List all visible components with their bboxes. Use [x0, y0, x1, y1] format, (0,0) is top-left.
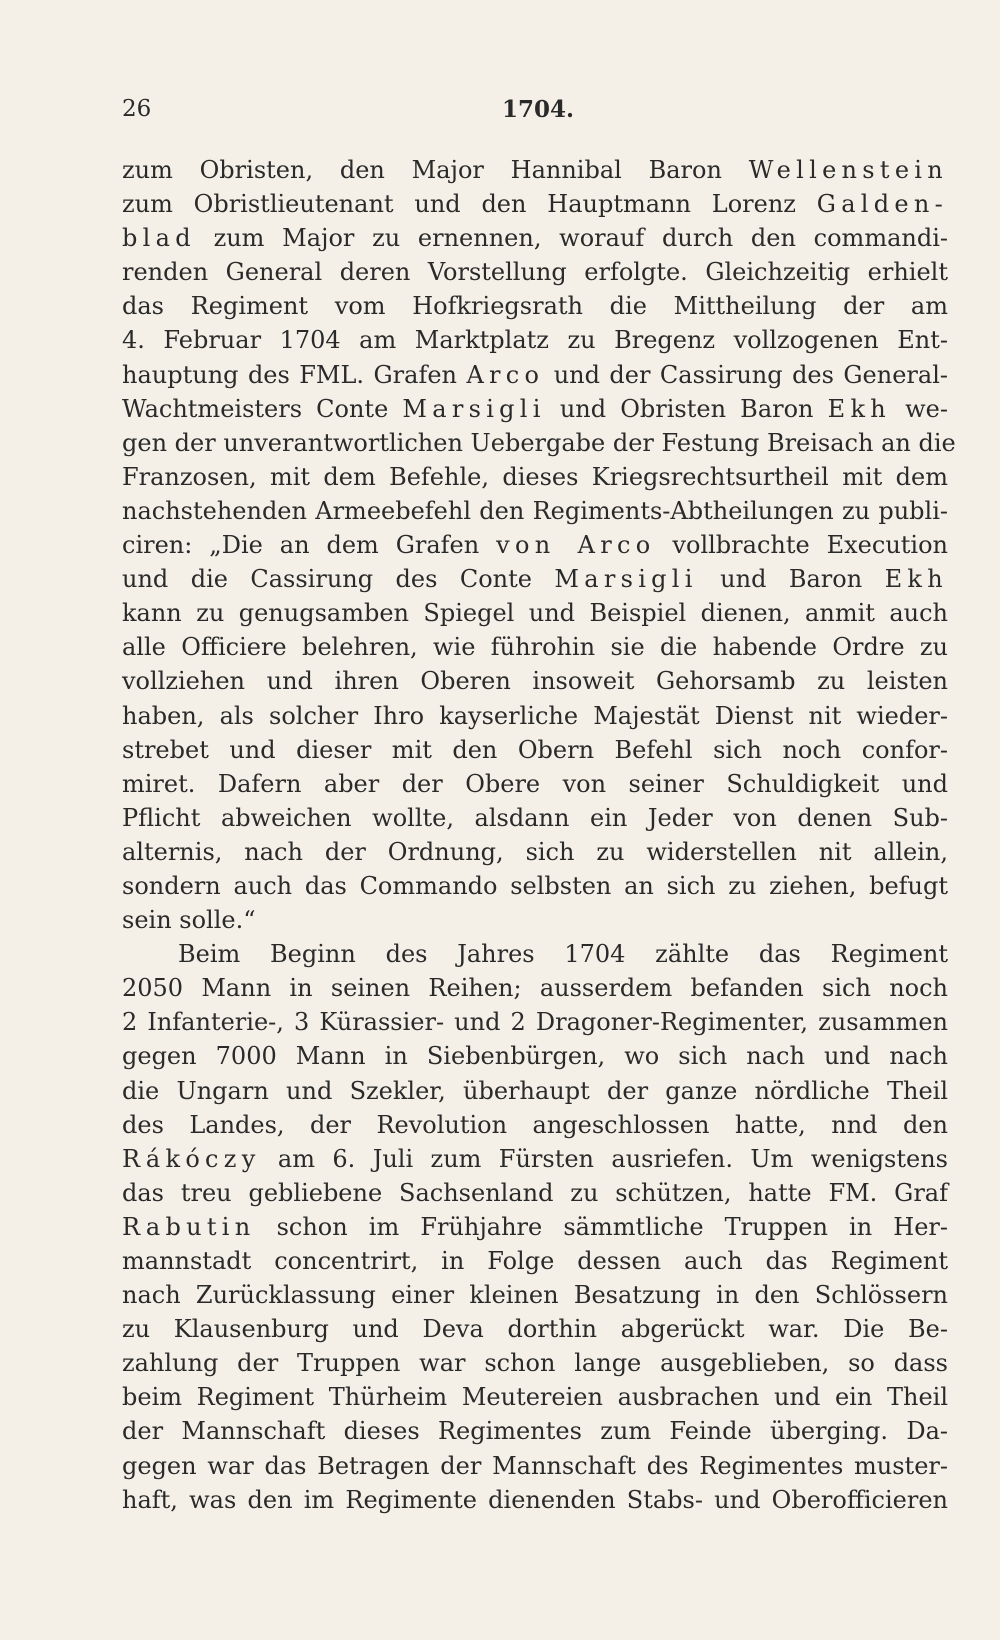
text-line — [122, 1414, 948, 1448]
spaced-name: Wellenstein — [748, 156, 948, 184]
spaced-name: Rabutin — [122, 1212, 256, 1241]
page-header — [122, 96, 948, 132]
text-segment: schon im Frühjahre sämmtliche Truppen in Her- — [255, 1212, 948, 1241]
text-segment: 2050 Mann in seinen Reihen; ausserdem befanden sich noch — [122, 974, 948, 1003]
spaced-name: Ekh — [827, 394, 892, 423]
text-line — [122, 1346, 948, 1380]
text-line — [122, 323, 948, 357]
text-segment: zahlung der Truppen war schon lange ausgeblieben, so dass — [122, 1349, 948, 1378]
text-line — [122, 460, 948, 494]
text-line — [122, 630, 948, 664]
text-line — [122, 1005, 948, 1039]
text-line — [122, 937, 948, 971]
text-line — [122, 1074, 948, 1108]
spaced-name: von Arco — [496, 531, 656, 560]
text-segment: zu Klausenburg und Deva dorthin abgerückt war. Die Be- — [122, 1315, 948, 1344]
text-segment: und die Cassirung des Conte — [122, 565, 555, 594]
text-segment: und Obristen Baron — [545, 394, 828, 423]
text-line — [122, 767, 948, 801]
text-segment: beim Regiment Thürheim Meutereien ausbrachen und ein Theil — [122, 1383, 948, 1412]
body-text — [122, 153, 956, 1517]
text-line — [122, 1210, 948, 1244]
text-segment: sein solle.“ — [122, 906, 256, 935]
spaced-name: Rákóczy — [122, 1144, 261, 1173]
spaced-name: Marsigli — [554, 565, 698, 594]
spaced-name: Galden- — [816, 190, 948, 219]
text-segment: alternis, nach der Ordnung, sich zu widerstellen nit allein, — [122, 837, 948, 866]
text-line — [122, 1380, 948, 1414]
text-segment: zum Obristen, den Major Hannibal Baron — [122, 156, 749, 184]
text-line — [122, 1312, 948, 1346]
text-segment: der Mannschaft dieses Regimentes zum Feinde überging. Da- — [122, 1417, 948, 1446]
text-segment: zum Obristlieutenant und den Hauptmann Lorenz — [122, 190, 817, 219]
text-line — [122, 971, 948, 1005]
text-line — [122, 596, 948, 630]
text-line — [122, 1142, 948, 1176]
text-segment: 4. Februar 1704 am Marktplatz zu Bregenz vollzogenen Ent- — [122, 326, 948, 355]
text-segment: die Ungarn und Szekler, überhaupt der ganze nördliche Theil — [122, 1076, 948, 1105]
text-segment: zum Major zu ernennen, worauf durch den commandi- — [195, 224, 948, 253]
text-segment: des Landes, der Revolution angeschlossen hatte, nnd den — [122, 1110, 948, 1139]
text-line — [122, 801, 948, 835]
text-segment: sondern auch das Commando selbsten an sich zu ziehen, befugt — [122, 871, 948, 900]
spaced-name: blad — [122, 224, 196, 253]
text-segment: kann zu genugsamben Spiegel und Beispiel dienen, anmit auch — [122, 599, 948, 628]
text-line — [122, 153, 948, 187]
spaced-name: Arco — [466, 360, 545, 389]
spaced-name: Marsigli — [402, 394, 546, 423]
text-line — [122, 1278, 948, 1312]
text-segment: we- — [891, 394, 948, 423]
text-segment: alle Officiere belehren, wie führohin sie die habende Ordre zu — [122, 633, 948, 662]
running-head-year: 1704. — [502, 96, 575, 123]
text-line — [122, 426, 956, 460]
text-segment: gegen 7000 Mann in Siebenbürgen, wo sich nach und nach — [122, 1042, 948, 1071]
text-segment: gen der unverantwortlichen Uebergabe der Festung Breisach an die — [122, 428, 956, 457]
text-segment: nachstehenden Armeebefehl den Regiments-Abtheilungen zu publi- — [122, 496, 948, 525]
text-segment: gegen war das Betragen der Mannschaft des Regimentes muster- — [122, 1451, 948, 1480]
text-line — [122, 1483, 948, 1517]
text-segment: 2 Infanterie-, 3 Kürassier- und 2 Dragoner-Regimenter, zusammen — [122, 1008, 948, 1037]
text-line — [122, 528, 948, 562]
text-segment: ciren: „Die an dem Grafen — [122, 531, 497, 560]
text-segment: haben, als solcher Ihro kayserliche Majestät Dienst nit wieder- — [122, 701, 948, 730]
text-segment: vollziehen und ihren Oberen insoweit Gehorsamb zu leisten — [122, 667, 948, 696]
text-segment: das Regiment vom Hofkriegsrath die Mittheilung der am — [122, 292, 948, 321]
text-line — [122, 1176, 948, 1210]
text-segment: hauptung des FML. Grafen — [122, 360, 467, 389]
page-number: 26 — [122, 96, 152, 122]
text-segment: vollbrachte Execution — [655, 531, 949, 560]
text-line — [122, 221, 948, 255]
text-segment: und der Cassirung des General- — [544, 360, 948, 389]
text-line — [122, 1108, 948, 1142]
text-line — [122, 869, 948, 903]
text-segment: strebet und dieser mit den Obern Befehl sich noch confor- — [122, 735, 948, 764]
text-line — [122, 255, 948, 289]
text-line — [122, 699, 948, 733]
text-line — [122, 289, 948, 323]
text-line — [122, 903, 948, 937]
text-line — [122, 358, 948, 392]
text-segment: mannstadt concentrirt, in Folge dessen auch das Regiment — [122, 1247, 948, 1275]
text-line — [122, 392, 948, 426]
text-line — [122, 1244, 948, 1278]
text-segment: Pflicht abweichen wollte, alsdann ein Jeder von denen Sub- — [122, 803, 948, 832]
text-segment: miret. Dafern aber der Obere von seiner Schuldigkeit und — [122, 769, 948, 798]
text-line — [122, 733, 948, 767]
text-segment: am 6. Juli zum Fürsten ausriefen. Um wenigstens — [260, 1144, 948, 1173]
text-line — [122, 835, 948, 869]
text-line — [122, 562, 948, 596]
text-segment: Franzosen, mit dem Befehle, dieses Kriegsrechtsurtheil mit dem — [122, 462, 948, 491]
spaced-name: Ekh — [884, 565, 948, 594]
text-segment: Wachtmeisters Conte — [122, 394, 403, 423]
text-line — [122, 494, 948, 528]
text-segment: renden General deren Vorstellung erfolgte. Gleichzeitig erhielt — [122, 258, 948, 287]
text-segment: und Baron — [697, 565, 885, 594]
text-segment: nach Zurücklassung einer kleinen Besatzung in den Schlössern — [122, 1281, 948, 1310]
text-segment: Beim Beginn des Jahres 1704 zählte das Regiment — [178, 940, 948, 969]
text-line — [122, 1039, 948, 1073]
text-segment: haft, was den im Regimente dienenden Stabs- und Oberofficieren — [122, 1485, 948, 1514]
text-line — [122, 664, 948, 698]
text-line — [122, 187, 948, 221]
text-line — [122, 1449, 948, 1483]
text-segment: das treu gebliebene Sachsenland zu schützen, hatte FM. Graf — [122, 1178, 948, 1207]
